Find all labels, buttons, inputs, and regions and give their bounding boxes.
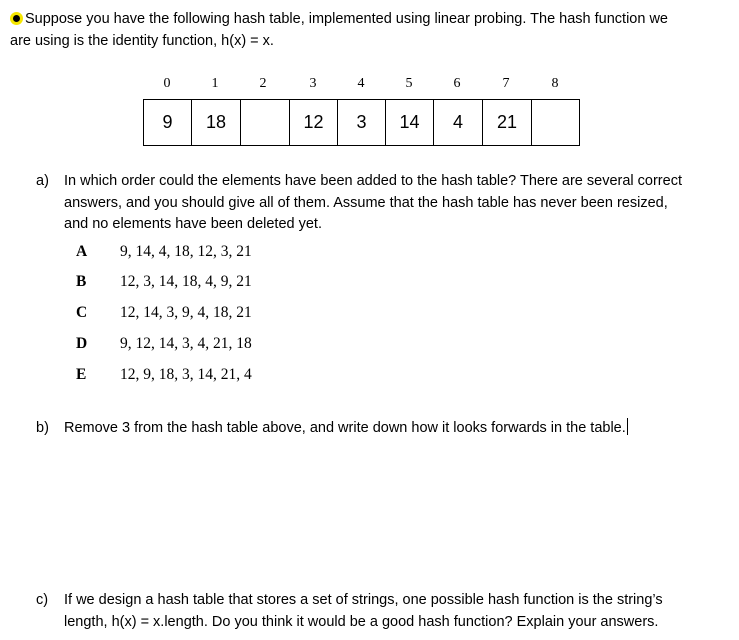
question-b-line[interactable]: [64, 418, 739, 440]
hash-table-cell: 18: [191, 99, 241, 146]
question-c-text: [64, 590, 739, 633]
question-a-line: and no elements have been deleted yet.: [64, 216, 322, 232]
question-c-label: c): [36, 592, 49, 608]
hash-table-cell: 9: [143, 99, 192, 146]
index-label: 2: [259, 76, 267, 91]
option-letter: A: [76, 243, 88, 260]
question-c-line: length, h(x) = x.length. Do you think it would be a good hash function? Explain your answers.: [64, 613, 659, 630]
index-label: 0: [163, 76, 171, 91]
intro-text: [10, 8, 725, 52]
intro-line-2: are using is the identity function, h(x) = x.: [10, 33, 274, 49]
question-c-line: If we design a hash table that stores a set of strings, one possible hash function is the string’s: [64, 592, 663, 608]
index-label: 1: [211, 76, 219, 91]
hash-table-cell: [240, 99, 290, 146]
index-label: 3: [309, 76, 317, 91]
index-label: 7: [502, 76, 510, 91]
question-a-label: a): [36, 173, 49, 189]
option-value: 9, 12, 14, 3, 4, 21, 18: [120, 335, 252, 352]
option-value: 12, 14, 3, 9, 4, 18, 21: [120, 304, 252, 321]
hash-table-cell: [531, 99, 580, 146]
hash-table-cell: 14: [385, 99, 434, 146]
option-letter: E: [76, 366, 87, 383]
text-cursor: [627, 418, 628, 435]
option-value: 12, 3, 14, 18, 4, 9, 21: [120, 273, 252, 290]
hash-table-cell: 3: [337, 99, 386, 146]
hash-table: [143, 99, 580, 145]
question-a-line: answers, and you should give all of them. Assume that the hash table has never been resized,: [64, 194, 668, 211]
index-label: 8: [551, 76, 559, 91]
index-label: 5: [405, 76, 413, 91]
option-letter: D: [76, 335, 88, 352]
question-a-line: In which order could the elements have been added to the hash table? There are several correct: [64, 173, 682, 189]
question-b-text: Remove 3 from the hash table above, and write down how it looks forwards in the table.: [64, 420, 626, 436]
option-letter: C: [76, 304, 88, 321]
intro-line-1: Suppose you have the following hash table, implemented using linear probing. The hash function we: [10, 8, 725, 30]
hash-table-cell: 21: [482, 99, 532, 146]
option-letter: B: [76, 273, 87, 290]
option-value: 9, 14, 4, 18, 12, 3, 21: [120, 243, 252, 260]
hash-table-cell: 4: [433, 99, 483, 146]
question-b-label: b): [36, 420, 49, 436]
hash-table-cell: 12: [289, 99, 338, 146]
index-label: 6: [453, 76, 461, 91]
bullet-icon: [10, 12, 23, 25]
index-label: 4: [357, 76, 365, 91]
question-a-text: [64, 171, 739, 236]
option-value: 12, 9, 18, 3, 14, 21, 4: [120, 366, 252, 383]
